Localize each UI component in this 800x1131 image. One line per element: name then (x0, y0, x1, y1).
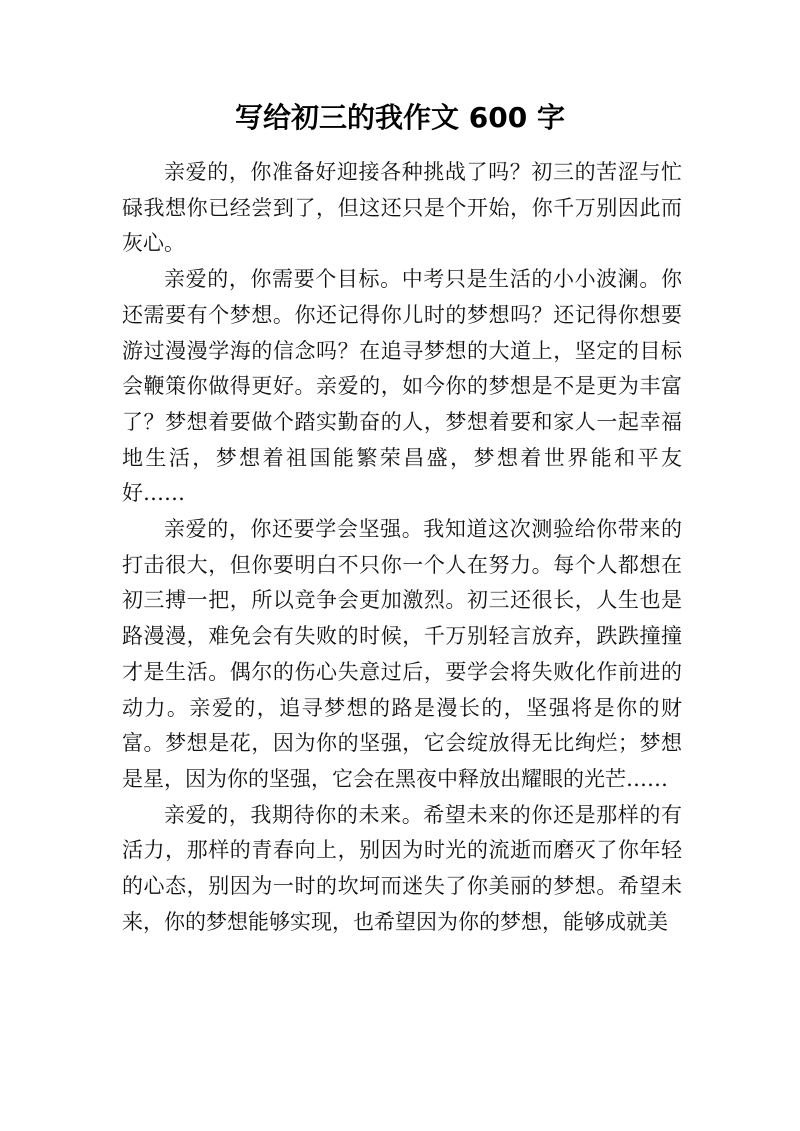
paragraph: 亲爱的，你准备好迎接各种挑战了吗？初三的苦涩与忙碌我想你已经尝到了，但这还只是个开始，你千万别因此而灰心。 (122, 160, 682, 256)
document-title: 写给初三的我作文 600 字 (235, 101, 565, 134)
paragraph: 亲爱的，你需要个目标。中考只是生活的小小波澜。你还需要有个梦想。你还记得你儿时的梦想吗？还记得你想要游过漫漫学海的信念吗？在追寻梦想的大道上，坚定的目标会鞭策你做得更好。亲爱的，如今你的梦想是不是更为丰富了？梦想着要做个踏实勤奋的人，梦想着要和家人一起幸福地生活，梦想着祖国能繁荣昌盛，梦想着世界能和平友好…… (122, 267, 682, 506)
document-body (122, 155, 682, 940)
paragraph: 亲爱的，你还要学会坚强。我知道这次测验给你带来的打击很大，但你要明白不只你一个人在努力。每个人都想在初三搏一把，所以竞争会更加激烈。初三还很长，人生也是路漫漫，难免会有失败的时候，千万别轻言放弃，跌跌撞撞才是生活。偶尔的伤心失意过后，要学会将失败化作前进的动力。亲爱的，追寻梦想的路是漫长的，坚强将是你的财富。梦想是花，因为你的坚强，它会绽放得无比绚烂；梦想是星，因为你的坚强，它会在黑夜中释放出耀眼的光芒…… (122, 517, 682, 791)
paragraph: 亲爱的，我期待你的未来。希望未来的你还是那样的有活力，那样的青春向上，别因为时光的流逝而磨灭了你年轻的心态，别因为一时的坎坷而迷失了你美丽的梦想。希望未来，你的梦想能够实现，也希望因为你的梦想，能够成就美 (122, 802, 682, 934)
